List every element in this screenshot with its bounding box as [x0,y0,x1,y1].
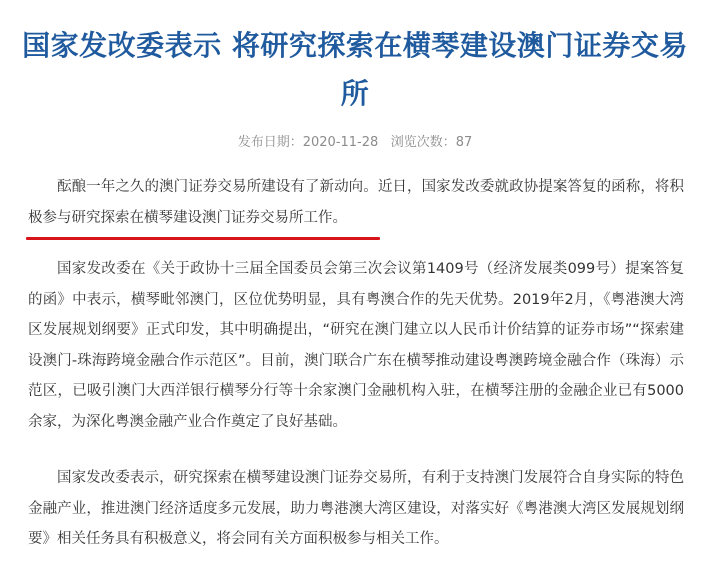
paragraph-1: 酝酿一年之久的澳门证券交易所建设有了新动向。近日，国家发改委就政协提案答复的函称，将积极参与研究探索在横琴建设澳门证券交易所工作。 [28,179,684,226]
publish-date: 2020-11-28 [302,135,379,150]
publish-date-label: 发布日期： [237,135,303,150]
paragraph-3: 国家发改委表示，研究探索在横琴建设澳门证券交易所，有利于支持澳门发展符合自身实际的特色金融产业，推进澳门经济适度多元发展，助力粤港澳大湾区建设，对落实好《粤港澳大湾区发展规划纲要》相关任务具有积极意义，将会同有关方面积极参与相关工作。 [28,470,684,547]
red-underline-annotation [26,237,380,240]
article-meta [0,134,710,152]
view-count: 87 [455,135,473,150]
paragraph-2: 国家发改委在《关于政协十三届全国委员会第三次会议第1409号（经济发展类099号）提案答复的函》中表示，横琴毗邻澳门，区位优势明显，具有粤澳合作的先天优势。2019年2月，《粤港澳大湾区发展规划纲要》正式印发，其中明确提出，“研究在澳门建立以人民币计价结算的证券市场”“探索建设澳门-珠海跨境金融合作示范区”。目前，澳门联合广东在横琴推动建设粤澳跨境金融合作（珠海）示范区，已吸引澳门大西洋银行横琴分行等十余家澳门金融机构入驻，在横琴注册的金融企业已有5000余家，为深化粤澳金融产业合作奠定了良好基础。 [28,261,684,430]
article-title: 国家发改委表示 将研究探索在横琴建设澳门证券交易所 [22,29,688,110]
view-count-label: 浏览次数： [390,135,456,150]
